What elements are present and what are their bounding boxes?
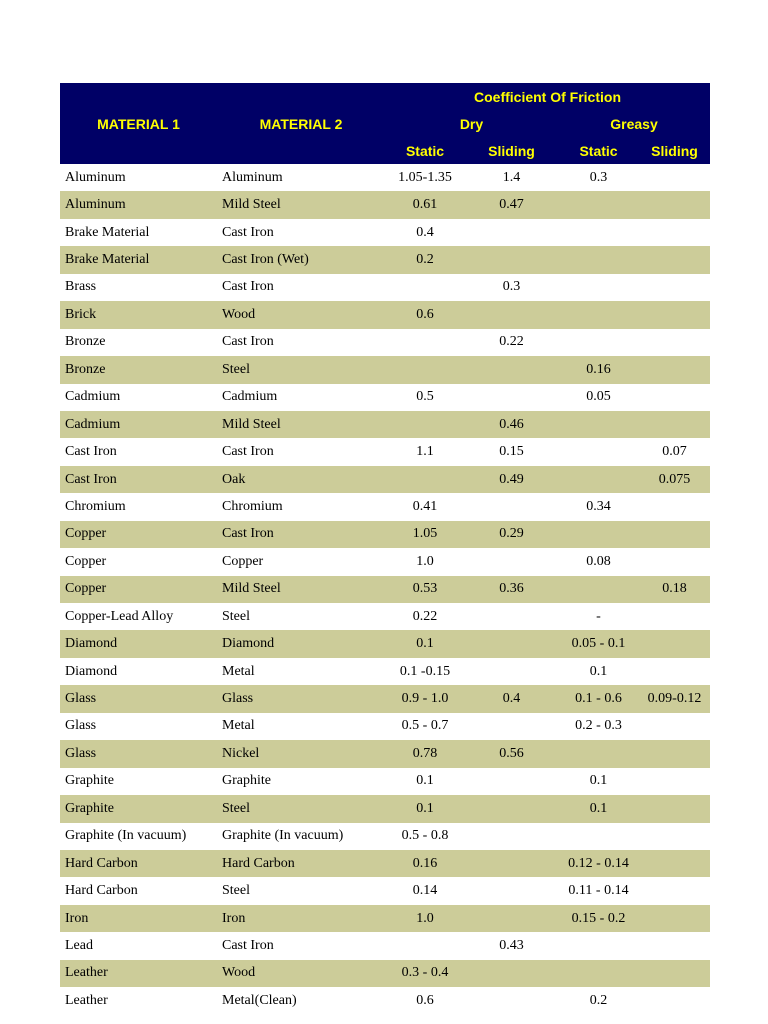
material2-cell: Mild Steel bbox=[217, 191, 385, 218]
greasy-static-cell: - bbox=[596, 608, 601, 624]
dry-sliding-cell bbox=[465, 795, 558, 822]
dry-static-cell bbox=[385, 356, 465, 383]
greasy-static-cell bbox=[558, 411, 639, 438]
material1-cell: Cast Iron bbox=[65, 444, 117, 460]
dry-static-cell: 0.22 bbox=[412, 608, 438, 624]
dry-sliding-cell: 0.36 bbox=[465, 576, 558, 603]
greasy-sliding-cell bbox=[639, 658, 710, 685]
greasy-static-cell: 0.3 bbox=[589, 169, 608, 185]
greasy-sliding-cell bbox=[639, 164, 710, 191]
table-row bbox=[60, 576, 710, 603]
greasy-static-cell: 0.05 - 0.1 bbox=[558, 630, 639, 657]
material2-cell: Chromium bbox=[222, 498, 283, 514]
material2-cell: Aluminum bbox=[222, 169, 283, 185]
table-row bbox=[60, 987, 710, 1014]
greasy-static-cell: 0.08 bbox=[586, 553, 611, 569]
greasy-static-cell bbox=[558, 246, 639, 273]
material1-cell: Aluminum bbox=[65, 169, 126, 185]
table-row bbox=[60, 191, 710, 218]
material2-header: MATERIAL 2 bbox=[217, 83, 385, 164]
table-row bbox=[60, 274, 710, 301]
dry-sliding-cell bbox=[465, 823, 558, 850]
dry-sliding-cell bbox=[465, 219, 558, 246]
table-row bbox=[60, 768, 710, 795]
material1-cell: Brake Material bbox=[65, 224, 150, 240]
dry-sliding-cell bbox=[465, 630, 558, 657]
dry-sliding-cell: 0.15 bbox=[499, 444, 524, 460]
greasy-sliding-cell bbox=[639, 219, 710, 246]
dry-static-cell: 0.1 bbox=[385, 630, 465, 657]
material1-cell: Brick bbox=[60, 301, 217, 328]
material2-cell: Nickel bbox=[217, 740, 385, 767]
dry-sliding-cell bbox=[465, 384, 558, 411]
material2-cell: Steel bbox=[217, 795, 385, 822]
material2-cell: Steel bbox=[222, 608, 250, 624]
dry-sliding-cell: 0.29 bbox=[465, 521, 558, 548]
dry-static-cell: 0.78 bbox=[385, 740, 465, 767]
greasy-static-cell bbox=[558, 438, 639, 465]
dry-static-cell: 0.2 bbox=[385, 246, 465, 273]
dry-sliding-cell bbox=[465, 960, 558, 987]
dry-static-cell: 0.4 bbox=[416, 224, 434, 240]
table-row bbox=[60, 493, 710, 520]
table-row bbox=[60, 905, 710, 932]
dry-static-cell: 1.05-1.35 bbox=[398, 169, 452, 185]
material1-cell: Graphite bbox=[60, 795, 217, 822]
table-row bbox=[60, 438, 710, 465]
material2-cell: Wood bbox=[217, 960, 385, 987]
greasy-sliding-cell: 0.18 bbox=[639, 576, 710, 603]
dry-static-cell: 0.16 bbox=[385, 850, 465, 877]
greasy-static-cell: 0.1 bbox=[589, 663, 608, 679]
table-row bbox=[60, 411, 710, 438]
greasy-static-cell bbox=[558, 301, 639, 328]
material1-cell: Leather bbox=[65, 992, 108, 1008]
material1-cell: Chromium bbox=[65, 498, 126, 514]
material2-cell: Cast Iron bbox=[222, 334, 274, 350]
dry-static-cell: 0.53 bbox=[385, 576, 465, 603]
greasy-sliding-cell bbox=[639, 630, 710, 657]
material2-cell: Metal bbox=[222, 718, 255, 734]
greasy-sliding-cell: 0.09-0.12 bbox=[639, 685, 710, 712]
greasy-sliding-cell bbox=[639, 356, 710, 383]
table-row bbox=[60, 740, 710, 767]
greasy-static-cell bbox=[558, 466, 639, 493]
dry-sliding-cell: 0.47 bbox=[465, 191, 558, 218]
friction-table bbox=[60, 83, 710, 1015]
material1-cell: Hard Carbon bbox=[65, 883, 138, 899]
material1-cell: Copper bbox=[60, 521, 217, 548]
greasy-sliding-cell bbox=[639, 329, 710, 356]
material2-cell: Cast Iron bbox=[222, 279, 274, 295]
material2-cell: Cast Iron bbox=[222, 444, 274, 460]
greasy-sliding-cell bbox=[639, 246, 710, 273]
greasy-static-cell bbox=[558, 274, 639, 301]
material2-cell: Graphite (In vacuum) bbox=[222, 828, 344, 844]
greasy-sliding-cell bbox=[639, 603, 710, 630]
material1-cell: Aluminum bbox=[60, 191, 217, 218]
greasy-static-cell bbox=[558, 740, 639, 767]
dry-static-cell: 0.5 bbox=[416, 389, 434, 405]
greasy-header: Greasy bbox=[558, 110, 710, 137]
table-row bbox=[60, 246, 710, 273]
dry-static-cell bbox=[385, 329, 465, 356]
greasy-sliding-cell bbox=[639, 411, 710, 438]
greasy-sliding-cell bbox=[639, 521, 710, 548]
greasy-static-cell bbox=[558, 329, 639, 356]
table-row bbox=[60, 877, 710, 904]
greasy-static-cell: 0.05 bbox=[586, 389, 611, 405]
material1-cell: Glass bbox=[60, 685, 217, 712]
dry-static-cell: 0.9 - 1.0 bbox=[385, 685, 465, 712]
dry-sliding-cell bbox=[465, 493, 558, 520]
dry-sliding-cell bbox=[465, 246, 558, 273]
dry-static-cell: 0.1 bbox=[385, 795, 465, 822]
dry-sliding-cell bbox=[465, 987, 558, 1014]
greasy-sliding-cell bbox=[639, 850, 710, 877]
greasy-sliding-cell: 0.075 bbox=[639, 466, 710, 493]
material2-cell: Graphite bbox=[222, 773, 271, 789]
greasy-sliding-cell bbox=[639, 905, 710, 932]
greasy-sliding-cell bbox=[639, 960, 710, 987]
material1-cell: Diamond bbox=[60, 630, 217, 657]
material1-cell: Cast Iron bbox=[60, 466, 217, 493]
table-row bbox=[60, 548, 710, 575]
material1-cell: Hard Carbon bbox=[60, 850, 217, 877]
coefficient-header: Coefficient Of Friction bbox=[385, 83, 710, 110]
greasy-static-cell: 0.15 - 0.2 bbox=[558, 905, 639, 932]
dry-static-cell bbox=[385, 411, 465, 438]
table-header bbox=[60, 83, 710, 164]
material1-cell: Brass bbox=[65, 279, 97, 295]
greasy-static-cell: 0.12 - 0.14 bbox=[558, 850, 639, 877]
table-row bbox=[60, 301, 710, 328]
material2-cell: Iron bbox=[217, 905, 385, 932]
material2-cell: Glass bbox=[217, 685, 385, 712]
greasy-sliding-cell bbox=[639, 932, 710, 959]
table-row bbox=[60, 466, 710, 493]
table-row bbox=[60, 384, 710, 411]
greasy-sliding-cell bbox=[639, 493, 710, 520]
dry-static-cell bbox=[385, 932, 465, 959]
table-row bbox=[60, 960, 710, 987]
dry-static-cell: 1.0 bbox=[385, 905, 465, 932]
dry-header: Dry bbox=[385, 110, 558, 137]
greasy-static-cell bbox=[558, 219, 639, 246]
greasy-static-cell bbox=[558, 576, 639, 603]
material2-cell: Oak bbox=[217, 466, 385, 493]
material2-cell: Mild Steel bbox=[217, 411, 385, 438]
greasy-static-cell bbox=[558, 960, 639, 987]
greasy-sliding-cell: 0.07 bbox=[662, 444, 687, 460]
greasy-static-cell: 0.11 - 0.14 bbox=[568, 883, 629, 899]
material1-header: MATERIAL 1 bbox=[60, 83, 217, 164]
table-row bbox=[60, 603, 710, 630]
dry-static-cell: 0.5 - 0.8 bbox=[401, 828, 449, 844]
dry-static-cell bbox=[385, 274, 465, 301]
material2-cell: Cast Iron bbox=[222, 224, 274, 240]
greasy-sliding-cell bbox=[639, 713, 710, 740]
material1-cell: Lead bbox=[65, 937, 93, 953]
dry-static-cell: 0.6 bbox=[385, 301, 465, 328]
table-row bbox=[60, 356, 710, 383]
material2-cell: Steel bbox=[222, 883, 250, 899]
material1-cell: Cadmium bbox=[60, 411, 217, 438]
table-row bbox=[60, 630, 710, 657]
greasy-sliding-cell bbox=[639, 987, 710, 1014]
material1-cell: Diamond bbox=[65, 663, 118, 679]
material2-cell: Cast Iron (Wet) bbox=[217, 246, 385, 273]
material1-cell: Brake Material bbox=[60, 246, 217, 273]
greasy-static-cell: 0.1 bbox=[589, 773, 608, 789]
dry-sliding-cell: 0.4 bbox=[465, 685, 558, 712]
material1-cell: Graphite (In vacuum) bbox=[65, 828, 187, 844]
greasy-sliding-cell bbox=[639, 384, 710, 411]
dry-sliding-cell bbox=[465, 877, 558, 904]
greasy-static-cell bbox=[558, 191, 639, 218]
greasy-sliding-cell bbox=[639, 768, 710, 795]
table-row bbox=[60, 685, 710, 712]
table-row bbox=[60, 932, 710, 959]
greasy-sliding-cell bbox=[639, 301, 710, 328]
material1-cell: Copper bbox=[60, 576, 217, 603]
greasy-static-cell: 0.1 - 0.6 bbox=[558, 685, 639, 712]
dry-sliding-cell: 0.49 bbox=[465, 466, 558, 493]
table-row bbox=[60, 521, 710, 548]
dry-static-cell: 1.05 bbox=[385, 521, 465, 548]
material2-cell: Copper bbox=[222, 553, 264, 569]
dry-sliding-cell: 0.3 bbox=[502, 279, 521, 295]
dry-static-cell: 0.41 bbox=[412, 498, 438, 514]
greasy-static-header: Static bbox=[558, 137, 639, 164]
greasy-static-cell bbox=[558, 823, 639, 850]
dry-static-cell: 1.0 bbox=[416, 553, 434, 569]
dry-sliding-cell bbox=[465, 850, 558, 877]
dry-static-cell bbox=[385, 466, 465, 493]
material2-cell: Mild Steel bbox=[217, 576, 385, 603]
dry-sliding-cell bbox=[465, 713, 558, 740]
greasy-static-cell: 0.16 bbox=[558, 356, 639, 383]
dry-sliding-cell bbox=[465, 603, 558, 630]
table-row bbox=[60, 329, 710, 356]
dry-sliding-cell: 0.22 bbox=[499, 334, 524, 350]
greasy-static-cell: 0.1 bbox=[558, 795, 639, 822]
material1-cell: Copper-Lead Alloy bbox=[65, 608, 174, 624]
table-body bbox=[60, 164, 710, 1015]
dry-sliding-cell bbox=[465, 905, 558, 932]
material2-cell: Hard Carbon bbox=[217, 850, 385, 877]
dry-sliding-cell: 1.4 bbox=[502, 169, 521, 185]
dry-sliding-cell: 0.56 bbox=[465, 740, 558, 767]
table-row bbox=[60, 219, 710, 246]
material1-cell: Glass bbox=[60, 740, 217, 767]
material1-cell: Glass bbox=[65, 718, 97, 734]
dry-sliding-cell bbox=[465, 658, 558, 685]
greasy-static-cell bbox=[558, 932, 639, 959]
material1-cell: Bronze bbox=[60, 356, 217, 383]
greasy-sliding-cell bbox=[639, 823, 710, 850]
greasy-static-cell: 0.34 bbox=[586, 498, 611, 514]
material2-cell: Metal(Clean) bbox=[222, 992, 297, 1008]
dry-sliding-cell: 0.43 bbox=[499, 937, 524, 953]
material2-cell: Diamond bbox=[217, 630, 385, 657]
greasy-sliding-header: Sliding bbox=[639, 137, 710, 164]
table-row bbox=[60, 164, 710, 191]
dry-static-cell: 0.5 - 0.7 bbox=[401, 718, 449, 734]
greasy-static-cell bbox=[558, 521, 639, 548]
material2-cell: Cadmium bbox=[222, 389, 278, 405]
dry-sliding-header: Sliding bbox=[465, 137, 558, 164]
dry-static-cell: 1.1 bbox=[416, 444, 434, 460]
dry-static-cell: 0.1 bbox=[416, 773, 434, 789]
material1-cell: Copper bbox=[65, 553, 107, 569]
material2-cell: Steel bbox=[217, 356, 385, 383]
material2-cell: Cast Iron bbox=[222, 937, 274, 953]
dry-sliding-cell: 0.46 bbox=[465, 411, 558, 438]
material1-cell: Graphite bbox=[65, 773, 114, 789]
dry-sliding-cell bbox=[465, 301, 558, 328]
material2-cell: Cast Iron bbox=[217, 521, 385, 548]
dry-sliding-cell bbox=[465, 548, 558, 575]
material2-cell: Metal bbox=[222, 663, 255, 679]
table-row bbox=[60, 658, 710, 685]
greasy-sliding-cell bbox=[639, 274, 710, 301]
material2-cell: Wood bbox=[217, 301, 385, 328]
table-row bbox=[60, 823, 710, 850]
material1-cell: Bronze bbox=[65, 334, 106, 350]
table-row bbox=[60, 850, 710, 877]
dry-sliding-cell bbox=[465, 356, 558, 383]
dry-static-cell: 0.14 bbox=[412, 883, 438, 899]
greasy-static-cell: 0.2 bbox=[589, 992, 608, 1008]
material1-cell: Iron bbox=[60, 905, 217, 932]
greasy-sliding-cell bbox=[639, 877, 710, 904]
greasy-sliding-cell bbox=[639, 740, 710, 767]
table-row bbox=[60, 713, 710, 740]
dry-static-cell: 0.61 bbox=[385, 191, 465, 218]
dry-sliding-cell bbox=[465, 768, 558, 795]
material1-cell: Leather bbox=[60, 960, 217, 987]
greasy-sliding-cell bbox=[639, 548, 710, 575]
dry-static-cell: 0.6 bbox=[416, 992, 434, 1008]
greasy-static-cell: 0.2 - 0.3 bbox=[575, 718, 622, 734]
dry-static-cell: 0.1 -0.15 bbox=[399, 663, 451, 679]
material1-cell: Cadmium bbox=[65, 389, 121, 405]
dry-static-cell: 0.3 - 0.4 bbox=[385, 960, 465, 987]
greasy-sliding-cell bbox=[639, 191, 710, 218]
dry-static-header: Static bbox=[385, 137, 465, 164]
greasy-sliding-cell bbox=[639, 795, 710, 822]
table-row bbox=[60, 795, 710, 822]
